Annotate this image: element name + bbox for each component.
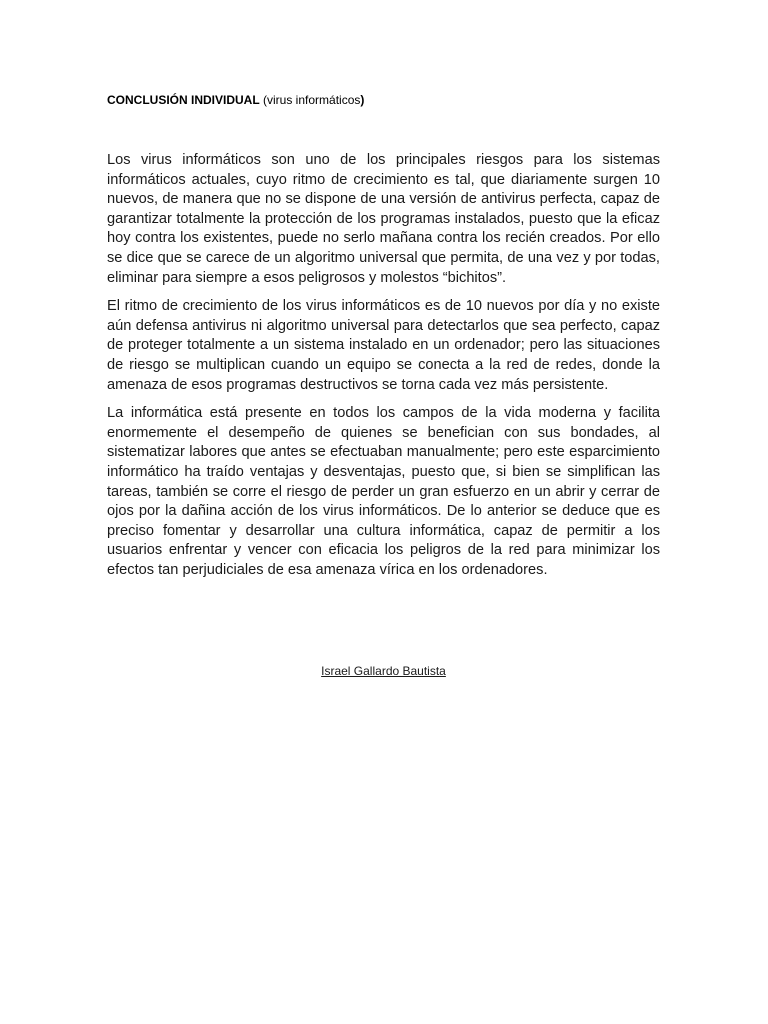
heading-paren-close: ) [360,93,365,107]
heading-title: CONCLUSIÓN INDIVIDUAL [107,93,260,107]
heading-paren-open: ( [259,93,268,107]
paragraph-1: Los virus informáticos son uno de los principales riesgos para los sistemas informáticos actuales, cuyo ritmo de crecimiento es tal, que diariamente surgen 10 nuevos, de manera que no se dispone de una versión de antivirus perfecta, capaz de garantizar totalmente la protección de los programas instalados, puesto que la eficaz hoy contra los existentes, puede no serlo mañana contra los recién creados. Por ello se dice que se carece de un algoritmo universal que permita, de una vez y por todas, eliminar para siempre a esos peligrosos y molestos “bichitos”. [107,152,660,286]
heading-subtitle: virus informáticos [267,93,361,107]
document-body [107,151,660,589]
document-heading [107,93,364,107]
paragraph-2: El ritmo de crecimiento de los virus informáticos es de 10 nuevos por día y no existe aún defensa antivirus ni algoritmo universal para detectarlos que sea perfecto, capaz de proteger totalmente a un sistema instalado en un ordenador; pero las situaciones de riesgo se multiplican cuando un equipo se conecta a la red de redes, donde la amenaza de esos programas destructivos se torna cada vez más persistente. [107,298,660,393]
paragraph-3: La informática está presente en todos los campos de la vida moderna y facilita enormemente el desempeño de quienes se benefician con sus bondades, al sistematizar labores que antes se efectuaban manualmente; pero este esparcimiento informático ha traído ventajas y desventajas, puesto que, si bien se simplifican las tareas, también se corre el riesgo de perder un gran esfuerzo en un abrir y cerrar de ojos por la dañina acción de los virus informáticos. De lo anterior se deduce que es preciso fomentar y desarrollar una cultura informática, capaz de permitir a los usuarios enfrentar y vencer con eficacia los peligros de la red para minimizar los efectos tan perjudiciales de esa amenaza vírica en los ordenadores. [107,405,660,578]
author-signature: Israel Gallardo Bautista [321,664,446,678]
